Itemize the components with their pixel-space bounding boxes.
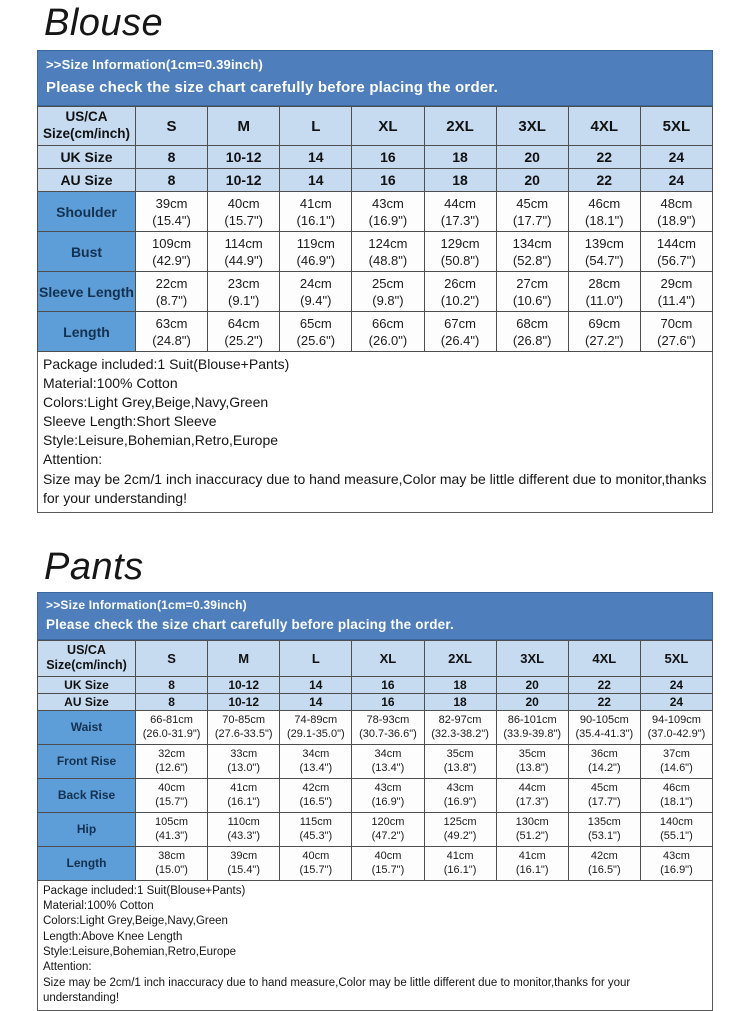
measure-value-cell: 70cm (27.6") [640,312,712,352]
pants-size-info-label: >>Size Information(1cm=0.39inch) [46,597,247,612]
size-value-cell: 16 [352,169,424,192]
info-line: Style:Leisure,Bohemian,Retro,Europe [43,432,279,449]
measure-row-label: Front Rise [38,744,136,778]
measure-value-cell: 105cm (41.3") [136,812,208,846]
size-row-label: UK Size [38,676,136,693]
size-column-header: 5XL [640,107,712,146]
size-value-cell: 22 [568,693,640,710]
pants-size-chart-notice: Please check the size chart carefully before placing the order. [46,616,455,632]
size-value-cell: 10-12 [208,146,280,169]
measure-row [38,312,713,352]
measure-value-cell: 46cm (18.1") [568,192,640,232]
blouse-title: Blouse [44,2,164,44]
info-line: Colors:Light Grey,Beige,Navy,Green [43,394,269,411]
measure-value-cell: 43cm (16.9") [352,778,424,812]
measure-value-cell: 32cm (12.6") [136,744,208,778]
size-value-cell: 14 [280,146,352,169]
size-column-header: 2XL [424,640,496,676]
measure-value-cell: 110cm (43.3") [208,812,280,846]
size-column-header: 3XL [496,640,568,676]
measure-value-cell: 40cm (15.7") [208,192,280,232]
measure-value-cell: 114cm (44.9") [208,232,280,272]
info-line: Size may be 2cm/1 inch inaccuracy due to hand measure,Color may be little different due to monitor,thanks for your understanding! [43,470,707,506]
measure-value-cell: 78-93cm (30.7-36.6") [352,710,424,744]
measure-value-cell: 35cm (13.8") [424,744,496,778]
size-column-header: M [208,640,280,676]
pants-size-info-banner [37,592,713,640]
pants-section [0,544,750,1011]
measure-value-cell: 43cm (16.9") [640,846,712,880]
size-value-cell: 10-12 [208,169,280,192]
size-value-cell: 10-12 [208,693,280,710]
measure-row [38,846,713,880]
size-value-cell: 24 [640,676,712,693]
size-value-cell: 24 [640,146,712,169]
size-row-label: UK Size [38,146,136,169]
size-column-header: L [280,640,352,676]
measure-value-cell: 94-109cm (37.0-42.9") [640,710,712,744]
size-value-cell: 20 [496,676,568,693]
measure-value-cell: 74-89cm (29.1-35.0") [280,710,352,744]
info-line: Style:Leisure,Bohemian,Retro,Europe [43,945,237,958]
corner-header-cell: US/CA Size(cm/inch) [38,640,136,676]
measure-value-cell: 39cm (15.4") [136,192,208,232]
size-value-cell: 8 [136,693,208,710]
size-value-cell: 20 [496,169,568,192]
size-value-cell: 24 [640,169,712,192]
blouse-info-box [37,352,713,513]
measure-value-cell: 90-105cm (35.4-41.3") [568,710,640,744]
measure-value-cell: 39cm (15.4") [208,846,280,880]
blouse-size-info-label: >>Size Information(1cm=0.39inch) [46,57,263,72]
measure-value-cell: 33cm (13.0") [208,744,280,778]
measure-value-cell: 34cm (13.4") [352,744,424,778]
info-line: Attention: [43,961,92,974]
measure-value-cell: 44cm (17.3") [424,192,496,232]
size-value-cell: 22 [568,169,640,192]
info-line: Package included:1 Suit(Blouse+Pants) [43,356,290,372]
measure-value-cell: 63cm (24.8") [136,312,208,352]
size-row-label: AU Size [38,169,136,192]
pants-size-table [37,640,713,881]
measure-row [38,232,713,272]
measure-value-cell: 135cm (53.1") [568,812,640,846]
size-value-cell: 14 [280,693,352,710]
measure-row-label: Length [38,312,136,352]
measure-value-cell: 134cm (52.8") [496,232,568,272]
measure-value-cell: 119cm (46.9") [280,232,352,272]
measure-row-label: Shoulder [38,192,136,232]
measure-value-cell: 69cm (27.2") [568,312,640,352]
pants-title: Pants [44,545,144,588]
measure-value-cell: 45cm (17.7") [568,778,640,812]
measure-value-cell: 43cm (16.9") [424,778,496,812]
measure-row-label: Length [38,846,136,880]
measure-value-cell: 27cm (10.6") [496,272,568,312]
measure-value-cell: 26cm (10.2") [424,272,496,312]
size-value-cell: 10-12 [208,676,280,693]
measure-value-cell: 42cm (16.5") [568,846,640,880]
measure-value-cell: 45cm (17.7") [496,192,568,232]
size-value-cell: 24 [640,693,712,710]
size-row [38,146,713,169]
measure-value-cell: 140cm (55.1") [640,812,712,846]
size-value-cell: 20 [496,146,568,169]
size-value-cell: 18 [424,693,496,710]
size-column-header: M [208,107,280,146]
measure-value-cell: 24cm (9.4") [280,272,352,312]
measure-value-cell: 66-81cm (26.0-31.9") [136,710,208,744]
measure-row [38,812,713,846]
measure-row-label: Bust [38,232,136,272]
size-value-cell: 16 [352,146,424,169]
size-column-header: XL [352,640,424,676]
measure-value-cell: 40cm (15.7") [280,846,352,880]
blouse-size-info-banner [37,50,713,106]
size-column-header: 2XL [424,107,496,146]
measure-value-cell: 40cm (15.7") [352,846,424,880]
measure-value-cell: 41cm (16.1") [424,846,496,880]
measure-value-cell: 23cm (9.1") [208,272,280,312]
measure-value-cell: 86-101cm (33.9-39.8") [496,710,568,744]
measure-value-cell: 109cm (42.9") [136,232,208,272]
measure-value-cell: 46cm (18.1") [640,778,712,812]
measure-row-label: Back Rise [38,778,136,812]
measure-value-cell: 41cm (16.1") [280,192,352,232]
measure-value-cell: 22cm (8.7") [136,272,208,312]
size-value-cell: 18 [424,169,496,192]
measure-value-cell: 144cm (56.7") [640,232,712,272]
info-line: Length:Above Knee Length [43,930,183,943]
measure-value-cell: 29cm (11.4") [640,272,712,312]
measure-value-cell: 67cm (26.4") [424,312,496,352]
measure-row [38,272,713,312]
size-value-cell: 22 [568,676,640,693]
info-line: Package included:1 Suit(Blouse+Pants) [43,884,246,897]
measure-row-label: Waist [38,710,136,744]
measure-value-cell: 37cm (14.6") [640,744,712,778]
size-row [38,169,713,192]
header-row [38,640,713,676]
measure-value-cell: 35cm (13.8") [496,744,568,778]
measure-value-cell: 124cm (48.8") [352,232,424,272]
size-column-header: XL [352,107,424,146]
pants-sheet [37,592,713,1011]
measure-row [38,778,713,812]
size-column-header: S [136,640,208,676]
size-column-header: 3XL [496,107,568,146]
measure-value-cell: 38cm (15.0") [136,846,208,880]
blouse-size-table [37,106,713,352]
info-line: Attention: [43,451,103,468]
size-column-header: L [280,107,352,146]
size-row [38,693,713,710]
measure-value-cell: 129cm (50.8") [424,232,496,272]
size-value-cell: 8 [136,676,208,693]
measure-row-label: Sleeve Length [38,272,136,312]
measure-value-cell: 42cm (16.5") [280,778,352,812]
size-row [38,676,713,693]
measure-value-cell: 130cm (51.2") [496,812,568,846]
measure-value-cell: 82-97cm (32.3-38.2") [424,710,496,744]
size-value-cell: 16 [352,676,424,693]
size-column-header: 4XL [568,107,640,146]
measure-value-cell: 44cm (17.3") [496,778,568,812]
measure-value-cell: 43cm (16.9") [352,192,424,232]
size-column-header: S [136,107,208,146]
size-value-cell: 8 [136,146,208,169]
blouse-sheet [37,50,713,513]
measure-value-cell: 25cm (9.8") [352,272,424,312]
measure-value-cell: 139cm (54.7") [568,232,640,272]
measure-value-cell: 41cm (16.1") [208,778,280,812]
measure-value-cell: 120cm (47.2") [352,812,424,846]
corner-header-cell: US/CA Size(cm/inch) [38,107,136,146]
size-column-header: 4XL [568,640,640,676]
measure-row-label: Hip [38,812,136,846]
size-value-cell: 18 [424,146,496,169]
size-value-cell: 14 [280,676,352,693]
info-line: Material:100% Cotton [43,900,154,913]
measure-value-cell: 125cm (49.2") [424,812,496,846]
measure-value-cell: 64cm (25.2") [208,312,280,352]
size-value-cell: 20 [496,693,568,710]
measure-value-cell: 28cm (11.0") [568,272,640,312]
measure-value-cell: 34cm (13.4") [280,744,352,778]
size-column-header: 5XL [640,640,712,676]
blouse-size-chart-notice: Please check the size chart carefully before placing the order. [46,79,498,96]
measure-value-cell: 68cm (26.8") [496,312,568,352]
size-value-cell: 22 [568,146,640,169]
measure-value-cell: 48cm (18.9") [640,192,712,232]
size-row-label: AU Size [38,693,136,710]
pants-info-box [37,881,713,1011]
measure-value-cell: 70-85cm (27.6-33.5") [208,710,280,744]
size-value-cell: 14 [280,169,352,192]
size-value-cell: 18 [424,676,496,693]
measure-value-cell: 66cm (26.0") [352,312,424,352]
measure-row [38,710,713,744]
size-value-cell: 16 [352,693,424,710]
measure-row [38,744,713,778]
measure-value-cell: 40cm (15.7") [136,778,208,812]
measure-value-cell: 65cm (25.6") [280,312,352,352]
size-value-cell: 8 [136,169,208,192]
info-line: Material:100% Cotton [43,375,178,392]
measure-row [38,192,713,232]
info-line: Colors:Light Grey,Beige,Navy,Green [43,915,228,928]
measure-value-cell: 115cm (45.3") [280,812,352,846]
measure-value-cell: 41cm (16.1") [496,846,568,880]
info-line: Size may be 2cm/1 inch inaccuracy due to hand measure,Color may be little different due to monitor,thanks for your understanding! [43,976,631,1004]
info-line: Sleeve Length:Short Sleeve [43,413,217,430]
header-row [38,107,713,146]
measure-value-cell: 36cm (14.2") [568,744,640,778]
